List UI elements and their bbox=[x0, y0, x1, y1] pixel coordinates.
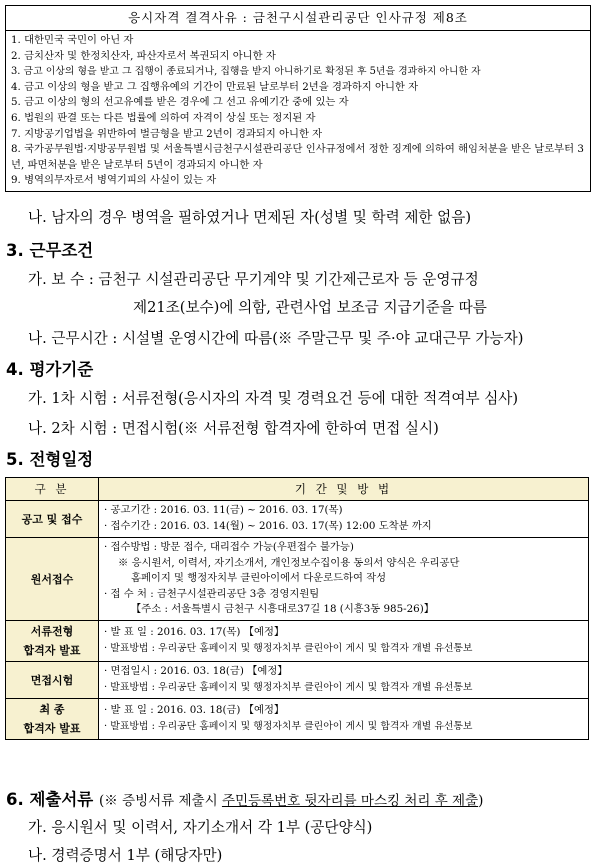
schedule-details bbox=[99, 621, 589, 662]
detail-line: · 발 표 일 : 2016. 03. 17(목) 【예정】 bbox=[104, 626, 285, 639]
category-label: 원서접수 bbox=[30, 572, 74, 586]
section-heading-evaluation: 4. 평가기준 bbox=[6, 360, 94, 379]
documents-note-emphasis: 주민등록번호 뒷자리를 마스킹 처리 후 제출 bbox=[221, 793, 479, 809]
work-pay-line2: 제21조(보수)에 의함, 관련사업 보조금 지급기준을 따름 bbox=[133, 299, 487, 316]
disqualification-item: 8. 국가공무원법·지방공무원법 및 서울특별시금천구시설관리공단 인사규정에서 정한 징계에 의하여 해임처분을 받은 날로부터 3년, 파면처분을 받은 날로부터 5년이 경과되지 아니한 자 bbox=[11, 143, 584, 171]
detail-line: · 발 표 일 : 2016. 03. 18(금) 【예정】 bbox=[104, 704, 285, 717]
evaluation-second-stage: 나. 2차 시험 : 면접시험(※ 서류전형 합격자에 한하여 면접 실시) bbox=[28, 420, 439, 437]
schedule-category bbox=[6, 662, 99, 699]
schedule-details bbox=[99, 662, 589, 699]
disqualification-item: 9. 병역의무자로서 병역기피의 사실이 있는 자 bbox=[11, 174, 217, 187]
qualification-military: 나. 남자의 경우 병역을 필하였거나 면제된 자(성별 및 학력 제한 없음) bbox=[28, 209, 472, 226]
documents-note bbox=[99, 793, 483, 809]
detail-line: · 접수방법 : 방문 접수, 대리접수 가능(우편접수 불가능) bbox=[104, 541, 354, 554]
detail-line: ※ 응시원서, 이력서, 자기소개서, 개인정보수집이용 동의서 양식은 우리공단 bbox=[118, 556, 460, 569]
schedule-category bbox=[6, 699, 99, 740]
schedule-header-row bbox=[6, 478, 589, 501]
schedule-details bbox=[99, 538, 589, 621]
category-label: 합격자 발표 bbox=[23, 722, 81, 735]
table-row bbox=[6, 501, 589, 538]
section-heading-documents bbox=[6, 786, 483, 810]
disqualification-item: 3. 금고 이상의 형을 받고 그 집행이 종료되거나, 집행을 받지 아니하기로 확정된 후 5년을 경과하지 아니한 자 bbox=[11, 66, 481, 78]
schedule-details bbox=[99, 501, 589, 538]
disqualification-item: 5. 금고 이상의 형의 선고유예를 받은 경우에 그 선고 유예기간 중에 있는 자 bbox=[11, 96, 349, 109]
disqualification-list bbox=[6, 31, 590, 191]
schedule-category bbox=[6, 621, 99, 662]
disqualification-item: 2. 금치산자 및 한정치산자, 파산자로서 복권되지 아니한 자 bbox=[11, 49, 276, 62]
table-row bbox=[6, 538, 589, 621]
category-label: 서류전형 bbox=[30, 625, 74, 638]
section-heading-work-conditions: 3. 근무조건 bbox=[6, 241, 94, 260]
schedule-table bbox=[5, 477, 589, 740]
documents-application: 가. 응시원서 및 이력서, 자기소개서 각 1부 (공단양식) bbox=[28, 819, 373, 836]
category-label: 합격자 발표 bbox=[23, 644, 81, 657]
documents-heading-text: 6. 제출서류 bbox=[6, 790, 94, 809]
category-label: 공고 및 접수 bbox=[21, 512, 83, 526]
disqualification-title: 응시자격 결격사유 : 금천구시설관리공단 인사규정 제8조 bbox=[6, 6, 590, 31]
evaluation-first-stage: 가. 1차 시험 : 서류전형(응시자의 자격 및 경력요건 등에 대한 적격여부 심사) bbox=[28, 390, 519, 407]
detail-line: · 접 수 처 : 금천구시설관리공단 3층 경영지원팀 bbox=[104, 587, 320, 600]
documents-career-certificate: 나. 경력증명서 1부 (해당자만) bbox=[28, 847, 223, 864]
detail-line: · 공고기간 : 2016. 03. 11(금) ~ 2016. 03. 17(목) bbox=[104, 504, 343, 517]
table-row bbox=[6, 662, 589, 699]
section-heading-schedule: 5. 전형일정 bbox=[6, 450, 94, 469]
disqualification-item: 7. 지방공기업법을 위반하여 벌금형을 받고 2년이 경과되지 아니한 자 bbox=[11, 127, 323, 140]
schedule-category bbox=[6, 501, 99, 538]
detail-line: 홈페이지 및 행정자치부 클린아이에서 다운로드하여 작성 bbox=[131, 572, 387, 585]
disqualification-box bbox=[5, 5, 591, 192]
schedule-col-period: 기 간 및 방 법 bbox=[99, 478, 589, 501]
detail-line: · 발표방법 : 우리공단 홈페이지 및 행정자치부 클린아이 게시 및 합격자 개별 유선통보 bbox=[104, 643, 473, 654]
detail-line: · 면접일시 : 2016. 03. 18(금) 【예정】 bbox=[104, 665, 288, 678]
schedule-category bbox=[6, 538, 99, 621]
work-hours: 나. 근무시간 : 시설별 운영시간에 따름(※ 주말근무 및 주·야 교대근무 가능자) bbox=[28, 330, 524, 347]
detail-line: · 발표방법 : 우리공단 홈페이지 및 행정자치부 클린아이 게시 및 합격자 개별 유선통보 bbox=[104, 682, 473, 693]
category-label: 최 종 bbox=[39, 703, 65, 716]
work-pay-line1: 가. 보 수 : 금천구 시설관리공단 무기계약 및 기간제근로자 등 운영규정 bbox=[28, 271, 479, 288]
schedule-col-category: 구 분 bbox=[6, 478, 99, 501]
detail-line: · 발표방법 : 우리공단 홈페이지 및 행정자치부 클린아이 게시 및 합격자 개별 유선통보 bbox=[104, 721, 473, 732]
detail-line: · 접수기간 : 2016. 03. 14(월) ~ 2016. 03. 17(목) 12:00 도착분 까지 bbox=[104, 520, 432, 532]
disqualification-item: 4. 금고 이상의 형을 받고 그 집행유예의 기간이 만료된 날로부터 2년을 경과하지 아니한 자 bbox=[11, 80, 419, 93]
category-label: 면접시험 bbox=[30, 673, 74, 687]
schedule-details bbox=[99, 699, 589, 740]
detail-line: 【주소 : 서울특별시 금천구 시흥대로37길 18 (시흥3동 985-26)】 bbox=[131, 603, 435, 616]
table-row bbox=[6, 699, 589, 740]
disqualification-item: 1. 대한민국 국민이 아닌 자 bbox=[11, 34, 134, 46]
documents-note-prefix: (※ 증빙서류 제출시 bbox=[99, 793, 222, 809]
table-row bbox=[6, 621, 589, 662]
disqualification-item: 6. 법원의 판결 또는 다른 법률에 의하여 자격이 상실 또는 정지된 자 bbox=[11, 111, 316, 124]
documents-note-suffix: ) bbox=[478, 793, 484, 809]
